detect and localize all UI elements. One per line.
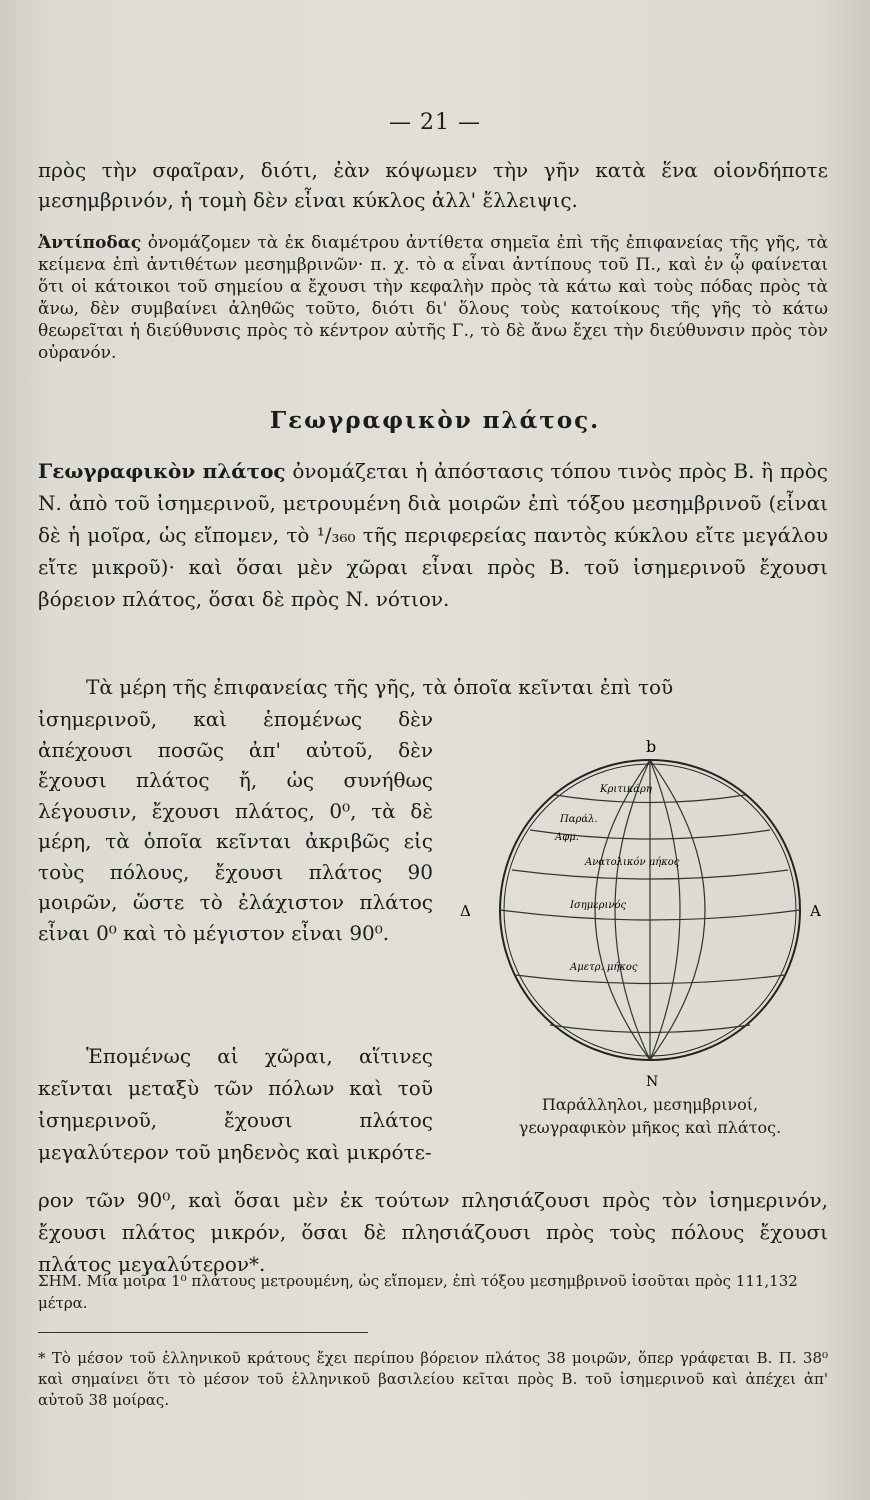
label-left: Δ — [460, 902, 471, 920]
paragraph-ellipse: πρὸς τὴν σφαῖραν, διότι, ἐὰν κόψωμεν τὴν γῆν κατὰ ἕνα οἱονδήποτε μεσημβρινόν, ἡ τομὴ δὲν εἶναι κύκλος ἀλλ' ἔλλειψις. — [38, 158, 828, 212]
label-bottom: N — [646, 1074, 659, 1090]
term-antipodes: Ἀντίποδας — [38, 233, 142, 253]
label-pole-top: b — [646, 737, 657, 756]
arc-label-5: Ισημερινός — [570, 900, 627, 911]
paragraph-equator-first-line: Τὰ μέρη τῆς ἐπιφανείας τῆς γῆς, τὰ ὁποῖα κεῖνται ἐπὶ τοῦ — [86, 675, 674, 699]
arc-label-6: Αμετρ. μήκος — [570, 962, 638, 973]
footnote-rule — [38, 1332, 368, 1333]
caption-line-1: Παράλληλοι, μεσημβρινοί, — [541, 1095, 759, 1114]
antipodes-text: ὀνομάζομεν τὰ ἐκ διαμέτρου ἀντίθετα σημεῖα ἐπὶ τῆς ἐπιφανείας τῆς γῆς, τὰ κείμενα ἐπὶ ἀντιθέτων μεσημβρινῶν· π. χ. τὸ α εἶναι ἀντίπους τοῦ Π., καὶ ἐν ᾧ φαίνεται ὅτι οἱ κάτοικοι τοῦ σημείου α ἔχουσι τὴν κεφαλὴν πρὸς τὰ κάτω καὶ τοὺς πόδας πρὸς τὰ ἄνω, δὲν συμβαίνει ἀληθῶς τοῦτο, διότι δι' ὅλους τοὺς κατοίκους τῆς γῆς τὸ κάτω θεωρεῖται ἡ διεύθυνσις πρὸς τὸ κέντρον αὐτῆς Γ., τὸ δὲ ἄνω ἔχει τὴν διεύθυνσιν πρὸς τὸν οὐρανόν. — [38, 233, 828, 363]
section-heading: Γεωγραφικὸν πλάτος. — [269, 407, 601, 434]
paragraph-latitude-definition — [38, 455, 828, 615]
term-latitude: Γεωγραφικὸν πλάτος — [38, 459, 286, 483]
note: ΣΗΜ. Μία μοῖρα 1⁰ πλάτους μετρουμένη, ὡς εἴπομεν, ἐπὶ τόξου μεσημβρινοῦ ἰσοῦται πρὸς 111,132 μέτρα. — [38, 1272, 798, 1312]
latitude-definition-text: ὀνομάζεται ἡ ἀπόστασις τόπου τινὸς πρὸς Β. ἢ πρὸς Ν. ἀπὸ τοῦ ἰσημερινοῦ, μετρουμένη διὰ μοιρῶν ἐπὶ τόξου μεσημβρινοῦ (εἶναι δὲ ἡ μοῖρα, ὡς εἴπομεν, τὸ ¹/₃₆₀ τῆς περιφερείας παντὸς κύκλου εἴτε μεγάλου εἴτε μικροῦ)· καὶ ὅσαι μὲν χῶραι εἶναι πρὸς Β. τοῦ ἰσημερινοῦ ἔχουσι βόρειον πλάτος, ὅσαι δὲ πρὸς Ν. νότιον. — [38, 459, 829, 611]
arc-label-3: Αφμ. — [555, 832, 579, 843]
label-right: A — [810, 902, 821, 920]
page-number: — 21 — — [389, 110, 481, 135]
figure-caption — [460, 1093, 840, 1139]
paragraph-between-tail: ρον τῶν 90⁰, καὶ ὅσαι μὲν ἐκ τούτων πλησιάζουσι πρὸς τὸν ἰσημερινόν, ἔχουσι πλάτος μικρόν, ὅσαι δὲ πλησιάζουσι πρὸς τοὺς πόλους ἔχουσι πλάτος μεγαλύτερον*. — [38, 1188, 828, 1276]
paragraph-antipodes — [38, 232, 828, 364]
arc-label-2: Παράλ. — [560, 814, 598, 825]
globe-figure — [460, 730, 840, 1090]
caption-line-2: γεωγραφικὸν μῆκος καὶ πλάτος. — [518, 1118, 782, 1137]
footnote: * Τὸ μέσον τοῦ ἑλληνικοῦ κράτους ἔχει περίπου βόρειον πλάτος 38 μοιρῶν, ὅπερ γράφεται Β. Π. 38⁰ καὶ σημαίνει ὅτι τὸ μέσον τοῦ ἑλληνικοῦ βασιλείου κεῖται πρὸς Β. τοῦ ἰσημερινοῦ καὶ ἀπέχει ἀπ' αὐτοῦ 38 μοίρας. — [38, 1349, 828, 1409]
arc-label-4: Ανατολικόν μήκος — [585, 857, 680, 868]
arc-label-1: Κριτικάρη — [600, 784, 652, 795]
paragraph-equator-column: ἰσημερινοῦ, καὶ ἑπομένως δὲν ἀπέχουσι ποσῶς ἀπ' αὐτοῦ, δὲν ἔχουσι πλάτος ἤ, ὡς συνήθως λέγουσιν, ἔχουσι πλάτος, 0⁰, τὰ δὲ μέρη, τὰ ὁποῖα κεῖνται ἀκριβῶς εἰς τοὺς πόλους, ἔχουσι πλάτος 90 μοιρῶν, ὥστε τὸ ἐλάχιστον πλάτος εἶναι 0⁰ καὶ τὸ μέγιστον εἶναι 90⁰. — [38, 707, 433, 945]
paragraph-between-column: Ἑπομένως αἱ χῶραι, αἵτινες κεῖνται μεταξὺ τῶν πόλων καὶ τοῦ ἰσημερινοῦ, ἔχουσι πλάτος μεγαλύτερον τοῦ μηδενὸς καὶ μικρότε- — [38, 1044, 433, 1164]
